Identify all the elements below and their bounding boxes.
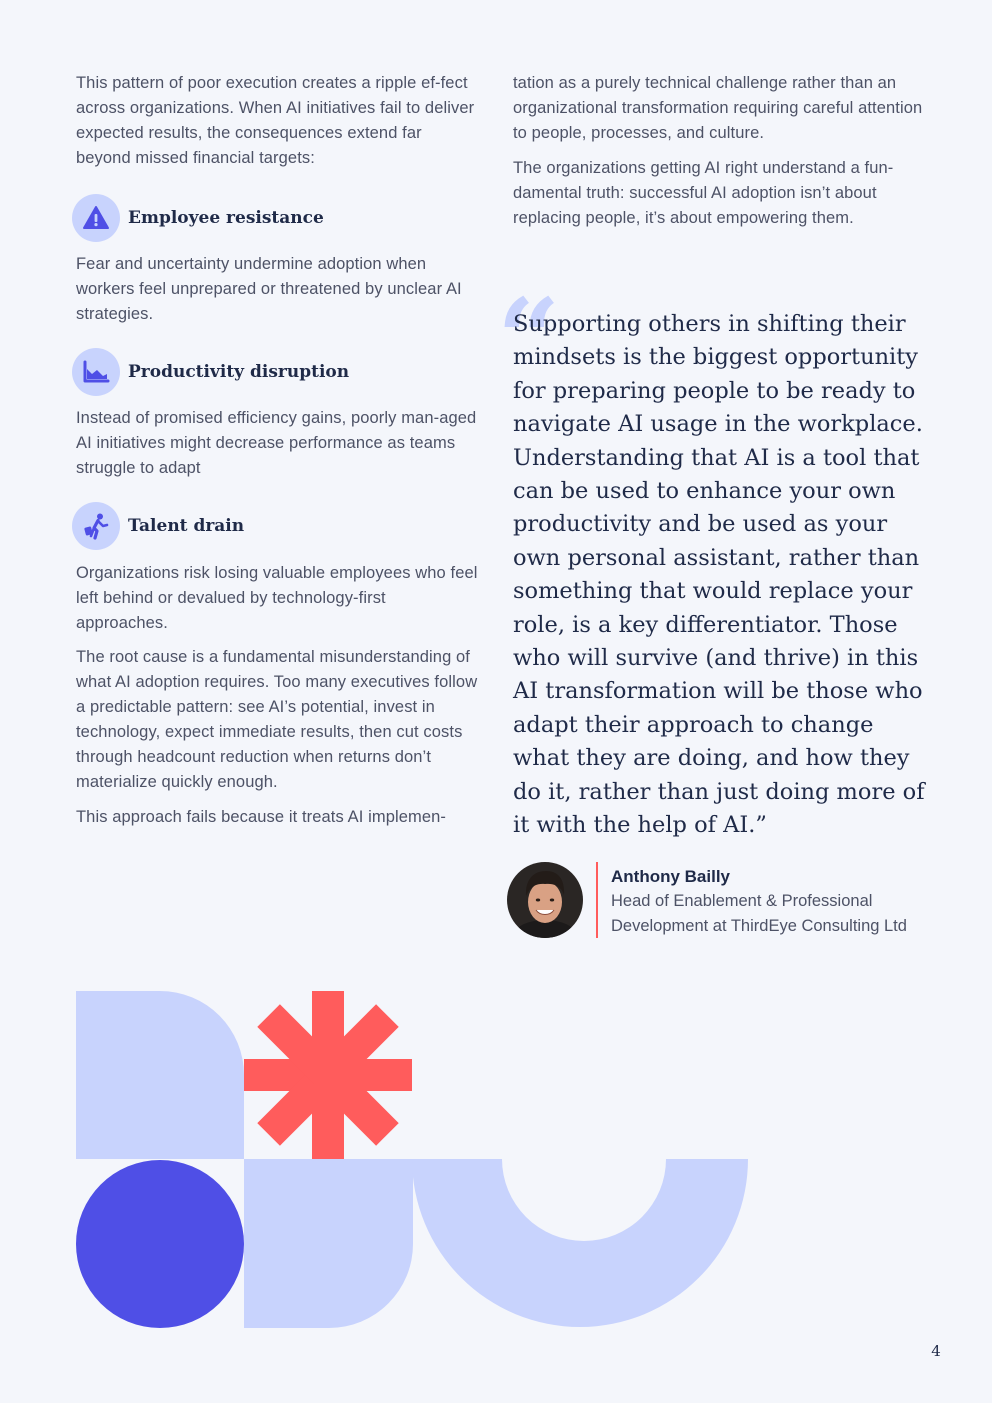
intro-paragraph: This pattern of poor execution creates a ripple ef-fect across organizations. When AI initiatives fail to deliver expected results, the consequences extend far beyond missed financial targets: <box>76 74 475 167</box>
root-cause-paragraph: The root cause is a fundamental misunderstanding of what AI adoption requires. Too many executives follow a predictable pattern: see AI’s potential, invest in technology, expect immediate results, then cut costs through headcount reduction when returns don’t materialize quickly enough. <box>76 648 478 791</box>
right-column <box>513 71 923 231</box>
rounded-square-shape <box>244 1159 413 1328</box>
quote-mark-icon: “ <box>497 274 561 403</box>
feature-employee-resistance <box>72 194 480 242</box>
circle-shape <box>76 1160 244 1328</box>
feature-description: Organizations risk losing valuable employees who feel left behind or devalued by technology-first approaches. <box>76 564 478 632</box>
warning-icon <box>72 194 120 242</box>
feature-title: Productivity disruption <box>128 362 350 382</box>
quarter-shape <box>76 991 244 1159</box>
author-role: Head of Enablement & Professional Development at ThirdEye Consulting Ltd <box>611 892 907 935</box>
feature-productivity-disruption <box>72 348 480 396</box>
person-leaving-icon <box>72 502 120 550</box>
asterisk-shape <box>244 991 412 1159</box>
feature-title: Talent drain <box>128 516 245 536</box>
page-number: 4 <box>931 1342 941 1360</box>
half-ring-shape <box>412 1159 748 1327</box>
approach-fails-paragraph: This approach fails because it treats AI implemen- <box>76 808 447 826</box>
quote-author <box>507 862 941 939</box>
left-column <box>76 71 480 830</box>
feature-talent-drain <box>72 502 480 550</box>
feature-description: Fear and uncertainty undermine adoption when workers feel unprepared or threatened by unclear AI strategies. <box>76 255 462 323</box>
chart-down-icon <box>72 348 120 396</box>
decorative-shapes <box>76 991 750 1334</box>
truth-paragraph: The organizations getting AI right understand a fun-damental truth: successful AI adoption isn’t about replacing people, it’s about empowering them. <box>513 159 894 227</box>
avatar <box>507 862 583 938</box>
feature-description: Instead of promised efficiency gains, poorly man-aged AI initiatives might decrease performance as teams struggle to adapt <box>76 409 477 477</box>
author-info <box>611 862 941 939</box>
author-name: Anthony Bailly <box>611 867 731 886</box>
continued-paragraph: tation as a purely technical challenge rather than an organizational transformation requiring careful attention to people, processes, and culture. <box>513 74 923 142</box>
pull-quote <box>497 274 927 843</box>
feature-title: Employee resistance <box>128 208 324 228</box>
author-divider <box>596 862 598 938</box>
quote-text: Supporting others in shifting their mindsets is the biggest opportunity for preparing people to be ready to navigate AI usage in the workplace. Understanding that AI is a tool that can be used to enhance your own productivity and be used as your own personal assistant, rather than something that would replace your role, is a key differentiator. Those who will survive (and thrive) in this AI transformation will be those who adapt their approach to change what they are doing, and how they do it, rather than just doing more of it with the help of AI.” <box>513 311 925 839</box>
